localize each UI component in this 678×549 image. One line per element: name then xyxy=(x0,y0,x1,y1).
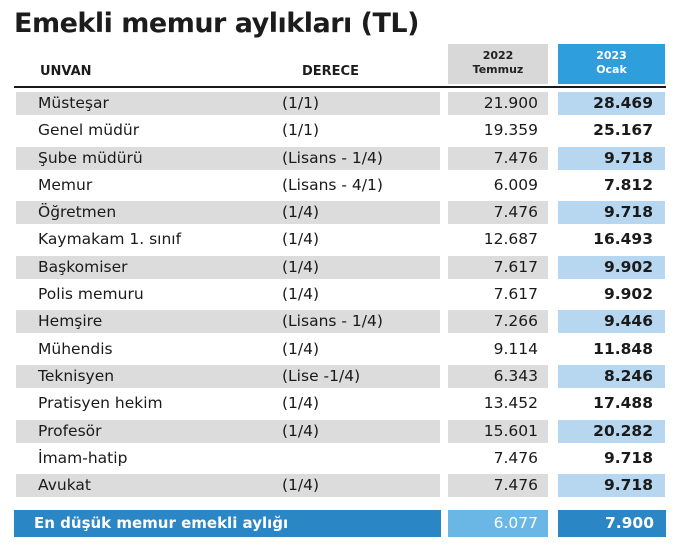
cell-derece: (1/4) xyxy=(272,474,440,497)
cell-value-2022: 7.266 xyxy=(448,310,548,333)
cell-derece: (Lisans - 1/4) xyxy=(272,147,440,170)
cell-unvan: Teknisyen xyxy=(16,365,272,388)
cell-derece: (1/1) xyxy=(272,92,440,115)
cell-value-2022: 19.359 xyxy=(483,121,538,140)
cell-derece: (1/4) xyxy=(282,339,320,358)
cell-unvan: Öğretmen xyxy=(16,201,272,224)
cell-derece: (1/4) xyxy=(282,394,320,413)
cell-value-2023: 9.446 xyxy=(558,310,665,333)
table-body xyxy=(0,90,678,499)
cell-value-2023: 17.488 xyxy=(593,394,653,413)
cell-value-2022: 7.476 xyxy=(448,201,548,224)
table-row xyxy=(0,172,678,199)
header-2023 xyxy=(558,44,665,84)
table-row xyxy=(0,226,678,253)
cell-value-2022: 7.617 xyxy=(448,256,548,279)
cell-value-2023: 20.282 xyxy=(558,420,665,443)
cell-value-2023: 7.812 xyxy=(603,175,653,194)
cell-value-2023: 9.902 xyxy=(603,285,653,304)
cell-value-2022: 6.343 xyxy=(448,365,548,388)
cell-unvan: Genel müdür xyxy=(38,121,140,140)
cell-unvan: Şube müdürü xyxy=(16,147,272,170)
cell-derece: (1/4) xyxy=(282,230,320,249)
cell-derece: (1/4) xyxy=(282,285,320,304)
table-row xyxy=(0,145,678,172)
cell-unvan: Mühendis xyxy=(38,339,113,358)
table-row xyxy=(0,472,678,499)
cell-derece: (1/4) xyxy=(272,256,440,279)
cell-value-2022: 7.476 xyxy=(493,448,538,467)
table-row xyxy=(0,445,678,472)
cell-value-2023: 9.718 xyxy=(558,147,665,170)
cell-value-2022: 12.687 xyxy=(483,230,538,249)
footer-row xyxy=(14,510,666,537)
table-row xyxy=(0,390,678,417)
cell-value-2023: 9.902 xyxy=(558,256,665,279)
header-derece: DERECE xyxy=(302,64,359,79)
cell-unvan: Pratisyen hekim xyxy=(38,394,163,413)
cell-value-2023: 9.718 xyxy=(558,201,665,224)
cell-value-2023: 16.493 xyxy=(593,230,653,249)
cell-value-2023: 9.718 xyxy=(603,448,653,467)
table-row xyxy=(0,281,678,308)
table-row xyxy=(0,90,678,117)
cell-value-2023: 25.167 xyxy=(593,121,653,140)
cell-unvan: Hemşire xyxy=(16,310,272,333)
cell-value-2022: 15.601 xyxy=(448,420,548,443)
header-unvan: UNVAN xyxy=(40,64,92,79)
table-row xyxy=(0,336,678,363)
cell-derece: (1/4) xyxy=(272,201,440,224)
cell-unvan: Başkomiser xyxy=(16,256,272,279)
cell-unvan: Polis memuru xyxy=(38,285,144,304)
footer-value-2023: 7.900 xyxy=(558,510,666,537)
cell-derece xyxy=(272,447,440,470)
footer-label: En düşük memur emekli aylığı xyxy=(14,510,441,537)
cell-derece: (Lisans - 4/1) xyxy=(282,175,383,194)
table-row xyxy=(0,199,678,226)
table-row xyxy=(0,418,678,445)
footer-value-2022: 6.077 xyxy=(448,510,548,537)
cell-value-2023: 11.848 xyxy=(593,339,653,358)
cell-value-2022: 7.617 xyxy=(493,285,538,304)
cell-value-2022: 7.476 xyxy=(448,147,548,170)
header-2022-year: 2022 xyxy=(482,49,514,62)
cell-value-2022: 21.900 xyxy=(448,92,548,115)
table-row xyxy=(0,363,678,390)
table-row xyxy=(0,117,678,144)
header-2022 xyxy=(448,44,548,84)
cell-derece: (1/1) xyxy=(282,121,320,140)
cell-unvan: Müsteşar xyxy=(16,92,272,115)
cell-value-2022: 13.452 xyxy=(483,394,538,413)
header-2023-year: 2023 xyxy=(596,49,627,62)
table-row xyxy=(0,254,678,281)
cell-value-2022: 6.009 xyxy=(493,175,538,194)
cell-unvan: Kaymakam 1. sınıf xyxy=(38,230,182,249)
table-row xyxy=(0,308,678,335)
cell-value-2023: 9.718 xyxy=(558,474,665,497)
header-divider xyxy=(14,86,666,88)
cell-unvan: Memur xyxy=(38,175,93,194)
cell-value-2022: 7.476 xyxy=(448,474,548,497)
cell-derece: (1/4) xyxy=(272,420,440,443)
cell-unvan: İmam-hatip xyxy=(38,448,128,467)
cell-unvan: Avukat xyxy=(16,474,272,497)
cell-value-2023: 28.469 xyxy=(558,92,665,115)
cell-unvan: Profesör xyxy=(16,420,272,443)
page-title: Emekli memur aylıkları (TL) xyxy=(14,8,419,39)
cell-value-2023: 8.246 xyxy=(558,365,665,388)
header-2022-month: Temmuz xyxy=(472,63,524,76)
cell-value-2022: 9.114 xyxy=(493,339,538,358)
cell-derece: (Lise -1/4) xyxy=(272,365,440,388)
header-2023-month: Ocak xyxy=(596,63,627,76)
cell-derece: (Lisans - 1/4) xyxy=(272,310,440,333)
